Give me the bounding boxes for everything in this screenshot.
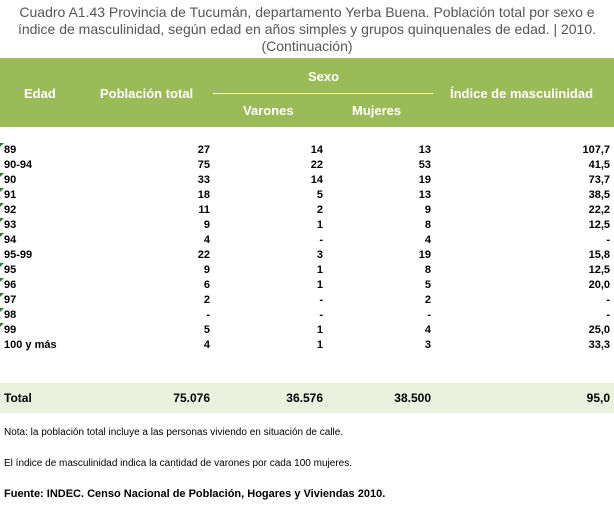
cell-mujeres: 13 — [418, 189, 431, 201]
cell-indice: 22,2 — [588, 204, 610, 216]
cell-poblacion-total: 5 — [203, 324, 210, 336]
cell-edad: 90 — [4, 174, 17, 186]
cell-indice: - — [606, 294, 610, 306]
cell-indice: 20,0 — [588, 279, 610, 291]
cell-mujeres: 5 — [424, 279, 431, 291]
cell-poblacion-total: 33 — [197, 174, 210, 186]
cell-indice: 41,5 — [588, 159, 610, 171]
cell-indice: 73,7 — [588, 174, 610, 186]
table-row — [0, 338, 614, 353]
cell-varones: 2 — [316, 204, 323, 216]
cell-mujeres: 2 — [424, 294, 431, 306]
cell-edad: 98 — [4, 309, 17, 321]
cell-indice: - — [606, 234, 610, 246]
header-varones: Varones — [243, 103, 294, 118]
total-poblacion: 75.076 — [173, 391, 210, 405]
header-mujeres: Mujeres — [352, 103, 402, 118]
header-divider — [213, 93, 433, 94]
table-row — [0, 278, 614, 293]
cell-poblacion-total: 11 — [198, 204, 210, 216]
cell-edad: 91 — [4, 189, 17, 201]
cell-varones: - — [319, 234, 323, 246]
cell-varones: - — [319, 309, 323, 321]
table-row — [0, 248, 614, 263]
cell-edad: 95 — [4, 264, 17, 276]
cell-indice: - — [606, 309, 610, 321]
cell-mujeres: 4 — [424, 234, 431, 246]
cell-indice: 107,7 — [582, 144, 610, 156]
cell-edad: 97 — [4, 294, 17, 306]
table-title — [0, 4, 614, 55]
cell-poblacion-total: 4 — [203, 339, 210, 351]
table-row — [0, 218, 614, 233]
table-row — [0, 308, 614, 323]
cell-varones: 1 — [316, 264, 323, 276]
cell-mujeres: 3 — [424, 339, 431, 351]
table-row — [0, 158, 614, 173]
table-row — [0, 203, 614, 218]
cell-mujeres: 4 — [424, 324, 431, 336]
cell-poblacion-total: 9 — [203, 264, 210, 276]
note-indice: El índice de masculinidad indica la cantidad de varones por cada 100 mujeres. — [4, 458, 352, 469]
cell-edad: 89 — [4, 144, 17, 156]
table-row — [0, 188, 614, 203]
table-body — [0, 143, 614, 353]
total-label: Total — [4, 391, 32, 405]
cell-varones: 5 — [316, 189, 323, 201]
total-mujeres: 38.500 — [394, 391, 431, 405]
header-edad: Edad — [24, 86, 56, 101]
cell-edad: 94 — [4, 234, 17, 246]
table-row — [0, 293, 614, 308]
table-row — [0, 173, 614, 188]
note-poblacion: Nota: la población total incluye a las personas viviendo en situación de calle. — [4, 427, 344, 438]
title-line-3: (Continuación) — [261, 38, 353, 54]
cell-varones: 1 — [316, 324, 323, 336]
table-row — [0, 263, 614, 278]
cell-poblacion-total: 9 — [203, 219, 210, 231]
cell-poblacion-total: 18 — [197, 189, 210, 201]
cell-indice: 15,8 — [588, 249, 610, 261]
cell-poblacion-total: 6 — [203, 279, 210, 291]
cell-poblacion-total: - — [206, 309, 210, 321]
cell-indice: 12,5 — [588, 264, 610, 276]
cell-mujeres: - — [427, 309, 431, 321]
cell-indice: 38,5 — [588, 189, 610, 201]
cell-edad: 100 y más — [4, 339, 57, 351]
table-row — [0, 233, 614, 248]
cell-edad: 92 — [4, 204, 17, 216]
cell-varones: 1 — [316, 219, 323, 231]
cell-varones: - — [319, 294, 323, 306]
table-row — [0, 143, 614, 158]
cell-mujeres: 13 — [418, 144, 431, 156]
cell-indice: 12,5 — [588, 219, 610, 231]
cell-edad: 95-99 — [4, 249, 33, 261]
source-note: Fuente: INDEC. Censo Nacional de Población, Hogares y Viviendas 2010. — [4, 488, 386, 500]
cell-mujeres: 9 — [424, 204, 431, 216]
cell-indice: 25,0 — [588, 324, 610, 336]
cell-varones: 14 — [310, 174, 323, 186]
cell-varones: 22 — [310, 159, 323, 171]
cell-poblacion-total: 75 — [197, 159, 210, 171]
cell-mujeres: 8 — [424, 219, 431, 231]
cell-edad: 96 — [4, 279, 17, 291]
cell-poblacion-total: 2 — [203, 294, 210, 306]
cell-mujeres: 8 — [424, 264, 431, 276]
cell-varones: 1 — [316, 339, 323, 351]
header-indice-masculinidad: Índice de masculinidad — [450, 86, 594, 101]
title-line-2: índice de masculinidad, según edad en años simples y grupos quinquenales de edad. | 2010. — [17, 21, 597, 37]
cell-varones: 3 — [316, 249, 323, 261]
total-varones: 36.576 — [286, 391, 323, 405]
cell-mujeres: 19 — [418, 174, 431, 186]
header-sexo: Sexo — [308, 69, 340, 84]
cell-varones: 14 — [310, 144, 323, 156]
cell-poblacion-total: 22 — [197, 249, 210, 261]
title-line-1: Cuadro A1.43 Provincia de Tucumán, departamento Yerba Buena. Población total por sexo e — [19, 4, 595, 20]
cell-mujeres: 19 — [418, 249, 431, 261]
header-poblacion-total: Población total — [100, 86, 194, 101]
cell-indice: 33,3 — [588, 339, 610, 351]
cell-varones: 1 — [316, 279, 323, 291]
cell-edad: 93 — [4, 219, 17, 231]
table-row — [0, 323, 614, 338]
cell-edad: 99 — [4, 324, 17, 336]
total-row — [0, 383, 614, 413]
cell-mujeres: 53 — [418, 159, 431, 171]
total-indice: 95,0 — [586, 391, 610, 405]
cell-edad: 90-94 — [4, 159, 33, 171]
cell-poblacion-total: 27 — [197, 144, 210, 156]
cell-poblacion-total: 4 — [203, 234, 210, 246]
